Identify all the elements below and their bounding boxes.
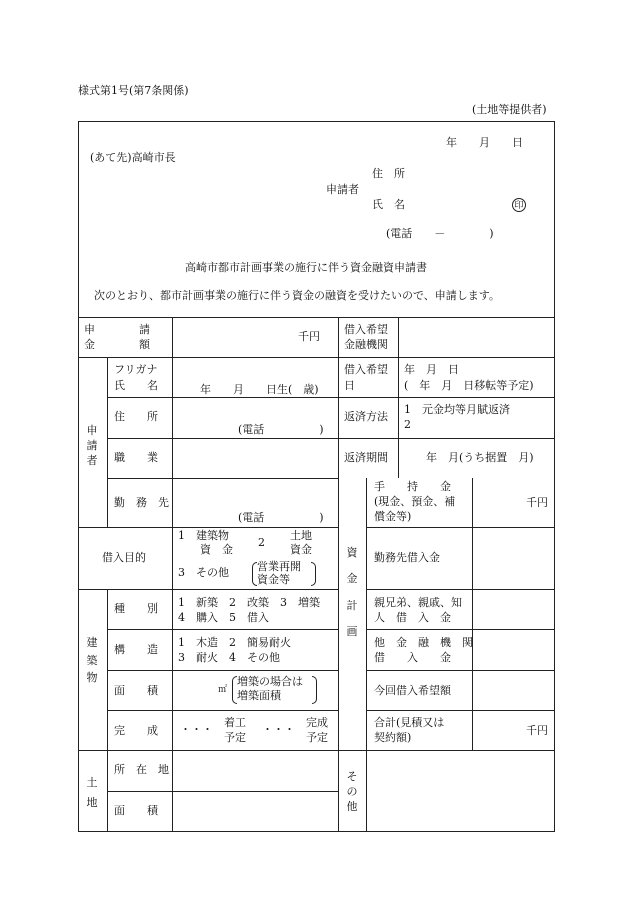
applicant-phone: (電話 － ) xyxy=(386,227,494,240)
this-time-loan-label: 今回借入希望額 xyxy=(374,684,451,697)
date-field[interactable]: 年 月 日 xyxy=(446,136,523,149)
finish-date-dots[interactable]: ・・・ xyxy=(262,723,295,736)
other-bank-label: 他 金 融 機 関 xyxy=(374,636,473,649)
area-unit[interactable]: ㎡ xyxy=(218,685,228,695)
apply-amount-label: 申 請 xyxy=(84,323,150,336)
divider xyxy=(107,670,338,671)
total-label-2: 契約額) xyxy=(374,731,412,744)
apply-amount-unit[interactable]: 千円 xyxy=(298,330,320,343)
divider xyxy=(338,317,339,832)
divider xyxy=(78,589,338,590)
divider xyxy=(366,527,555,528)
divider xyxy=(172,317,173,832)
work-loan-label: 勤務先借入金 xyxy=(374,551,440,564)
divider xyxy=(398,317,399,478)
structure-options-2[interactable]: 3 耐火 4 その他 xyxy=(178,651,280,664)
job-label: 職 業 xyxy=(114,451,158,464)
own-funds-label-2: (現金、預金、補 xyxy=(374,495,456,508)
family-loan-label: 親兄弟、親戚、知 xyxy=(374,596,462,609)
own-funds-label: 手 持 金 xyxy=(374,480,451,493)
land-area-label: 面 積 xyxy=(114,804,158,817)
divider xyxy=(107,791,338,792)
loan-date-value[interactable]: 年 月 日 xyxy=(404,363,459,376)
land-group-label: 土地 xyxy=(86,776,98,809)
applicant-group-label: 申請者 xyxy=(86,424,98,467)
divider xyxy=(78,317,555,318)
divider xyxy=(107,357,108,527)
land-location-label: 所 在 地 xyxy=(114,763,169,776)
kind-options-2[interactable]: 4 購入 5 借入 xyxy=(178,611,269,624)
kind-options[interactable]: 1 新築 2 改築 3 増築 xyxy=(178,596,320,609)
repay-option-2[interactable]: 2 xyxy=(404,418,411,431)
area-note-2: 増築面積 xyxy=(237,689,281,702)
loan-date-label-2: 日 xyxy=(344,379,355,392)
repay-method-label: 返済方法 xyxy=(344,410,388,423)
purpose-option-3-note-2: 資金等 xyxy=(257,573,290,586)
start-label: 着工 xyxy=(224,716,246,729)
address-label: 住 所 xyxy=(114,410,158,423)
purpose-option-3[interactable]: 3 その他 xyxy=(178,566,229,579)
total-unit[interactable]: 千円 xyxy=(526,724,548,737)
funding-plan-label: 資金計画 xyxy=(346,546,358,639)
paren-right xyxy=(312,676,317,704)
divider xyxy=(107,710,338,711)
divider xyxy=(78,527,338,528)
divider xyxy=(366,710,555,711)
kind-label: 種 別 xyxy=(114,602,158,615)
area-note: 増築の場合は xyxy=(237,675,303,688)
divider xyxy=(78,357,555,358)
loan-date-label: 借入希望 xyxy=(344,363,388,376)
purpose-option-3-note: 営業再開 xyxy=(257,560,301,573)
form-number: 様式第1号(第7条関係) xyxy=(78,84,189,97)
repay-period-label: 返済期間 xyxy=(344,451,388,464)
other-label: その他 xyxy=(346,770,358,813)
start-date-dots[interactable]: ・・・ xyxy=(180,723,213,736)
repay-period-value[interactable]: 年 月(うち据置 月) xyxy=(426,451,534,464)
divider xyxy=(366,478,367,832)
applicant-address-label: 住 所 xyxy=(372,167,405,180)
paren-right xyxy=(311,562,316,586)
apply-amount-label-2: 金 額 xyxy=(84,338,150,351)
other-bank-label-2: 借 入 金 xyxy=(374,651,451,664)
workplace-phone[interactable]: (電話 ) xyxy=(238,511,324,524)
structure-label: 構 造 xyxy=(114,643,158,656)
repay-option-1[interactable]: 1 元金均等月賦返済 xyxy=(404,403,510,416)
furigana-label: フリガナ xyxy=(114,363,158,376)
intro-text: 次のとおり、都市計画事業の施行に伴う資金の融資を受けたいので、申請します。 xyxy=(94,289,500,302)
workplace-label: 勤 務 先 xyxy=(114,496,169,509)
completion-label: 完 成 xyxy=(114,724,158,737)
start-label-2: 予定 xyxy=(224,731,246,744)
own-funds-unit[interactable]: 千円 xyxy=(526,496,548,509)
purpose-option-1[interactable]: 1 建築物 xyxy=(178,529,229,542)
divider xyxy=(107,478,338,479)
finish-label: 完成 xyxy=(306,716,328,729)
own-funds-label-3: 償金等) xyxy=(374,510,412,523)
divider xyxy=(78,750,555,751)
divider xyxy=(107,629,338,630)
finish-label-2: 予定 xyxy=(306,731,328,744)
bank-label: 借入希望 xyxy=(344,323,388,336)
building-group-label: 建築物 xyxy=(86,636,98,685)
divider xyxy=(366,629,555,630)
divider xyxy=(107,438,555,439)
address-phone[interactable]: (電話 ) xyxy=(238,423,324,436)
form-title: 高崎市都市計画事業の施行に伴う資金融資申請書 xyxy=(185,261,427,274)
total-label: 合計(見積又は xyxy=(374,716,445,729)
provider-note: (土地等提供者) xyxy=(472,103,547,116)
purpose-option-1-b: 資 金 xyxy=(200,543,233,556)
applicant-name-label: 氏 名 xyxy=(372,198,405,211)
addressee: (あて先)高崎市長 xyxy=(90,151,176,164)
purpose-option-2-number[interactable]: 2 xyxy=(258,536,265,549)
family-loan-label-2: 人 借 入 金 xyxy=(374,611,451,624)
move-date-value[interactable]: ( 年 月 日移転等予定) xyxy=(404,379,534,392)
seal-icon: 印 xyxy=(512,198,526,212)
divider xyxy=(366,589,555,590)
structure-options[interactable]: 1 木造 2 簡易耐火 xyxy=(178,636,291,649)
purpose-option-2-b: 資金 xyxy=(290,543,312,556)
purpose-label: 借入目的 xyxy=(102,551,146,564)
divider xyxy=(107,397,555,398)
applicant-label: 申請者 xyxy=(326,183,359,196)
divider xyxy=(107,589,108,832)
divider xyxy=(366,670,555,671)
purpose-option-2[interactable]: 土地 xyxy=(290,529,312,542)
divider xyxy=(472,478,473,750)
birth-field[interactable]: 年 月 日生( 歳) xyxy=(200,383,319,396)
area-label: 面 積 xyxy=(114,684,158,697)
bank-label-2: 金融機関 xyxy=(344,338,388,351)
name-label: 氏 名 xyxy=(114,379,158,392)
